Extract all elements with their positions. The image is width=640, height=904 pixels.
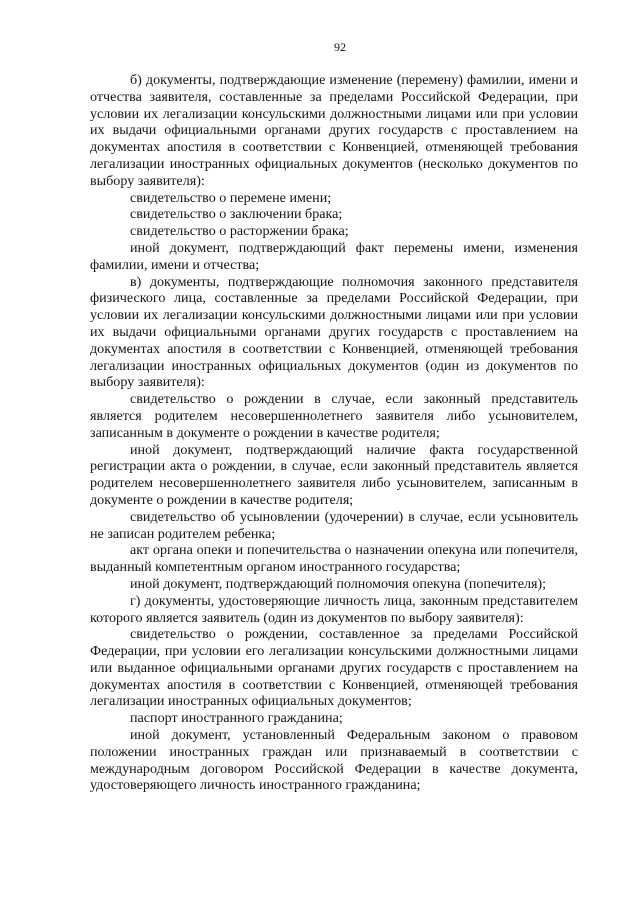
- paragraph-b-intro: б) документы, подтверждающие изменение (перемену) фамилии, имени и отчества заявителя, составленные за пределами Российской Федерации, при условии их легализации консульскими должностными лицами или при условии их выдачи официальными органами других государств с проставлением на документах апостиля в соответствии с Конвенцией, отменяющей требования легализации иностранных официальных документов (несколько документов по выбору заявителя):: [90, 72, 578, 189]
- paragraph-guardianship-act: акт органа опеки и попечительства о назначении опекуна или попечителя, выданный компетентным органом иностранного государства;: [90, 542, 578, 576]
- paragraph-divorce-certificate: свидетельство о расторжении брака;: [130, 223, 349, 240]
- paragraph-other-guardian-document: иной документ, подтверждающий полномочия опекуна (попечителя);: [130, 575, 547, 592]
- paragraph-marriage-certificate: свидетельство о заключении брака;: [130, 206, 343, 223]
- paragraph-other-birth-registration-document: иной документ, подтверждающий наличие факта государственной регистрации акта о рождении, в случае, если законный представитель является родителем несовершеннолетнего заявителя либо усыновителем, записанным в документе о рождении в качестве родителя;: [90, 441, 578, 508]
- document-body: [90, 72, 578, 794]
- paragraph-adoption-certificate: свидетельство об усыновлении (удочерении) в случае, если усыновитель не записан родителем ребенка;: [90, 508, 578, 542]
- paragraph-v-intro: в) документы, подтверждающие полномочия законного представителя физического лица, составленные за пределами Российской Федерации, при условии их легализации консульскими должностными лицами или при условии их выдачи официальными органами других государств с проставлением на документах апостиля в соответствии с Конвенцией, отменяющей требования легализации иностранных официальных документов (один из документов по выбору заявителя):: [90, 273, 578, 391]
- paragraph-foreign-passport: паспорт иностранного гражданина;: [130, 710, 343, 727]
- paragraph-other-name-change-document: иной документ, подтверждающий факт перемены имени, изменения фамилии, имени и отчества;: [90, 239, 578, 273]
- page-number: 92: [334, 40, 346, 54]
- paragraph-name-change-certificate: свидетельство о перемене имени;: [130, 189, 332, 206]
- paragraph-foreign-birth-certificate: свидетельство о рождении, составленное за пределами Российской Федерации, при условии его легализации консульскими должностными лицами или выданное официальными органами других государств с проставлением на документах апостиля в соответствии с Конвенцией, отменяющей требования легализации иностранных официальных документов;: [90, 626, 578, 710]
- paragraph-other-identity-document: иной документ, установленный Федеральным законом о правовом положении иностранных граждан или признаваемый в соответствии с международным договором Российской Федерации в качестве документа, удостоверяющего личность иностранного гражданина;: [90, 727, 578, 794]
- paragraph-g-intro: г) документы, удостоверяющие личность лица, законным представителем которого является заявитель (один из документов по выбору заявителя):: [90, 592, 578, 626]
- paragraph-birth-certificate-parent: свидетельство о рождении в случае, если законный представитель является родителем несовершеннолетнего заявителя либо усыновителем, записанным в документе о рождении в качестве родителя;: [90, 391, 578, 441]
